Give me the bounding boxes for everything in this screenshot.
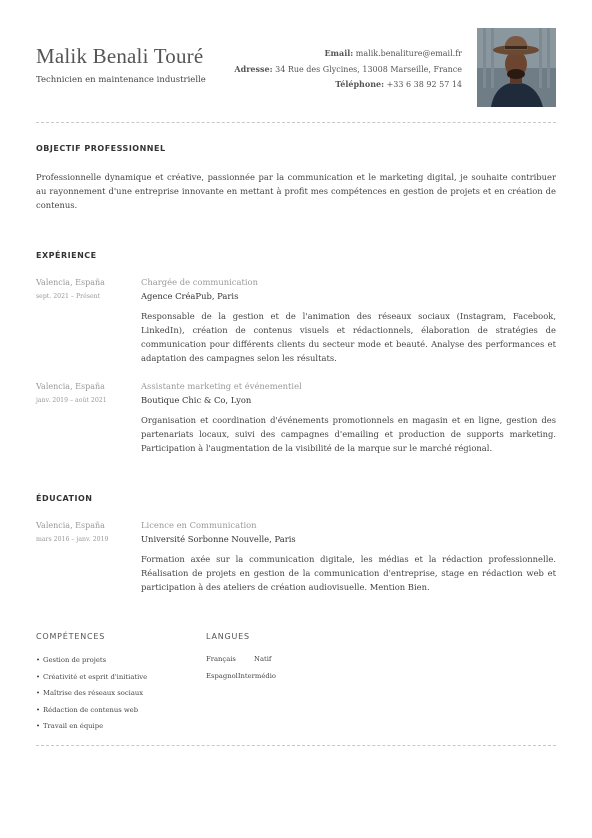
phone-value[interactable]: +33 6 38 92 57 14 <box>386 80 462 89</box>
person-with-hat-icon <box>477 28 556 107</box>
candidate-name: Malik Benali Touré <box>36 44 204 68</box>
address-value: 34 Rue des Glycines, 13008 Marseille, France <box>275 64 462 74</box>
experience-location: Valencia, España <box>36 278 105 287</box>
language-name: Espagnol <box>206 672 238 680</box>
experience-role: Chargée de communication <box>141 277 258 287</box>
skill-item: • Rédaction de contenus web <box>36 702 147 719</box>
experience-dates: janv. 2019 – août 2021 <box>36 397 107 404</box>
header-divider <box>36 122 556 123</box>
email-value[interactable]: malik.benaliture@email.fr <box>355 49 462 58</box>
contact-email <box>234 46 462 62</box>
experience-location: Valencia, España <box>36 382 105 391</box>
phone-label: Téléphone: <box>335 79 385 89</box>
language-name: Français <box>206 655 236 663</box>
experience-company: Agence CréaPub, Paris <box>141 291 239 301</box>
experience-company: Boutique Chic & Co, Lyon <box>141 395 252 405</box>
experience-description: Responsable de la gestion et de l'animation des réseaux sociaux (Instagram, Facebook, LinkedIn), création de contenus visuels et rédactionnels, élaboration de stratégies de communication pour différents clients du secteur mode et beauté. Analyse des performances et adaptation des campagnes selon les résultats. <box>141 311 556 363</box>
education-description: Formation axée sur la communication digitale, les médias et la rédaction professionnelle. Réalisation de projets en gestion de la communication d'entreprise, stage en rédaction web et participation à des ateliers de création audiovisuelle. Mention Bien. <box>141 554 556 592</box>
language-item <box>206 655 272 663</box>
education-degree: Licence en Communication <box>141 520 257 530</box>
skill-item: • Maîtrise des réseaux sociaux <box>36 685 147 702</box>
skill-item: • Travail en équipe <box>36 718 147 735</box>
skills-list <box>36 652 147 735</box>
contact-address <box>234 62 462 78</box>
language-level: Intermédio <box>237 672 277 680</box>
profile-photo <box>477 28 556 107</box>
skill-item: • Gestion de projets <box>36 652 147 669</box>
footer-divider <box>36 745 556 746</box>
skill-item: • Créativité et esprit d'initiative <box>36 669 147 686</box>
experience-title: EXPÉRIENCE <box>36 251 97 260</box>
skills-title: COMPÉTENCES <box>36 632 106 641</box>
experience-description: Organisation et coordination d'événements promotionnels en magasin et en ligne, gestion des partenariats locaux, suivi des campagnes d'emailing et production de supports marketing. Participation à l'augmentation de la visibilité de la marque sur le marché régional. <box>141 415 556 453</box>
education-dates: mars 2016 – janv. 2019 <box>36 536 109 543</box>
objective-title: OBJECTIF PROFESSIONNEL <box>36 144 166 153</box>
education-title: ÉDUCATION <box>36 494 93 503</box>
email-label: Email: <box>324 48 354 58</box>
contact-phone <box>234 77 462 93</box>
address-label: Adresse: <box>234 63 273 74</box>
language-item <box>206 672 276 680</box>
language-level: Natif <box>254 655 272 663</box>
experience-dates: sept. 2021 – Présent <box>36 293 101 300</box>
education-location: Valencia, España <box>36 521 105 530</box>
languages-title: LANGUES <box>206 632 250 641</box>
contact-block <box>234 46 462 93</box>
experience-role: Assistante marketing et événementiel <box>141 381 302 391</box>
candidate-job-title: Technicien en maintenance industrielle <box>36 75 206 85</box>
objective-text: Professionnelle dynamique et créative, passionnée par la communication et le marketing digital, je souhaite contribuer au rayonnement d'une entreprise innovante en mettant à profit mes compétences en gestion de projets et en création de contenus. <box>36 172 556 210</box>
education-school: Université Sorbonne Nouvelle, Paris <box>141 534 296 544</box>
